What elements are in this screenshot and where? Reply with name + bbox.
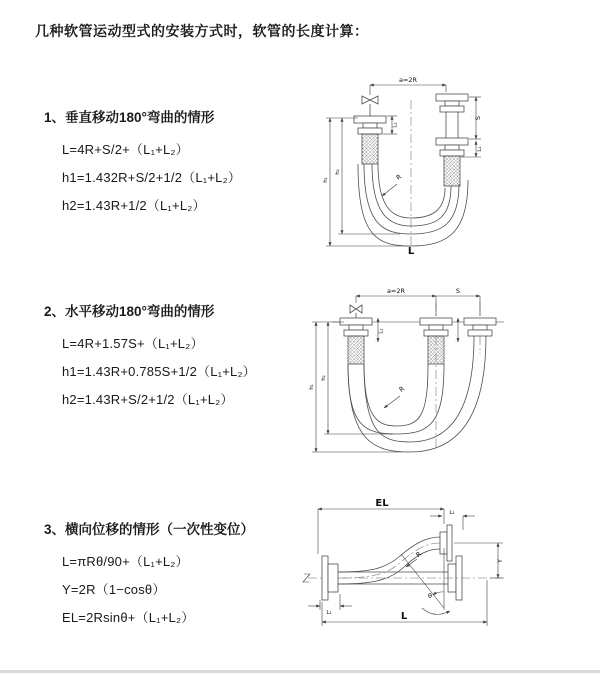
dim-a-2r (370, 76, 446, 95)
section-lateral-displacement (44, 518, 254, 632)
dim-l2 (430, 510, 475, 530)
hose-curves (348, 336, 486, 452)
valve-icon (350, 305, 362, 318)
dim-label-h1: h₁ (323, 177, 329, 183)
right-flange-fitting (464, 318, 496, 336)
dim-label-l2: L₂ (449, 510, 455, 516)
hose-displaced-curve (338, 537, 440, 584)
formula-line: L=4R+S/2+（L₁+L₂） (62, 142, 189, 157)
dim-el (318, 498, 444, 554)
dim-label-l: L (400, 611, 408, 622)
dim-label-h1: h₁ (309, 384, 315, 390)
valve-icon (362, 96, 378, 116)
right-lower-flange (436, 138, 468, 186)
diagram-vertical-180-bend (300, 68, 590, 258)
dim-label-h2: h₂ (335, 169, 341, 175)
angle-theta (401, 548, 450, 614)
dim-label-l1: L₁ (392, 122, 399, 128)
left-flange-fitting (340, 318, 372, 364)
section-heading: 1、垂直移动180°弯曲的情形 (44, 110, 215, 125)
page-title: 几种软管运动型式的安装方式时，软管的长度计算： (35, 23, 369, 39)
radius-leader (382, 173, 403, 196)
section-vertical-180 (44, 106, 241, 220)
formula-line: h1=1.43R+0.785S+1/2（L₁+L₂） (62, 364, 256, 379)
formula-line: EL=2Rsinθ+（L₁+L₂） (62, 610, 195, 625)
formula-line: L=4R+1.57S+（L₁+L₂） (62, 336, 204, 351)
dim-label-l1: L₁ (378, 328, 385, 334)
formula-line: Y=2R（1−cosθ） (62, 582, 166, 597)
section-horizontal-180 (44, 300, 256, 414)
dim-label-theta: θ (428, 592, 432, 600)
dim-label-h2: h₂ (321, 375, 327, 381)
dim-label-l2: L₂ (477, 146, 483, 152)
section-heading: 2、水平移动180°弯曲的情形 (44, 304, 215, 319)
section-heading: 3、横向位移的情形（一次性变位） (44, 522, 255, 537)
dim-l1 (308, 594, 352, 616)
dim-label-y: Y (496, 559, 504, 563)
formula-line: h2=1.43R+S/2+1/2（L₁+L₂） (62, 392, 234, 407)
page-bottom-edge (0, 670, 600, 673)
dim-label-s: S (474, 115, 482, 121)
diagram-horizontal-180-bend (298, 282, 590, 457)
dim-label-l1: L₁ (326, 610, 332, 616)
dim-label-s: S (455, 287, 461, 295)
formula-line: L=πRθ/90+（L₁+L₂） (62, 554, 189, 569)
radius-leader (384, 385, 406, 408)
elevated-flange-fitting (440, 525, 452, 561)
dim-label-l: L (407, 246, 415, 257)
right-upper-flange (436, 94, 468, 138)
dim-label-r: R (414, 549, 424, 559)
dim-label-a2r: a=2R (386, 287, 406, 295)
dim-label-r: R (397, 384, 407, 394)
dim-a-2r (356, 287, 480, 316)
left-flange-fitting (354, 116, 386, 164)
formula-line: h1=1.432R+S/2+1/2（L₁+L₂） (62, 170, 242, 185)
dim-label-r: R (394, 172, 404, 182)
formula-line: h2=1.43R+1/2（L₁+L₂） (62, 198, 206, 213)
dim-label-a2r: a=2R (398, 76, 418, 84)
middle-flange-fitting (420, 318, 452, 364)
left-flange-fitting (322, 556, 338, 600)
dim-label-el: EL (375, 498, 389, 509)
diagram-lateral-displacement (298, 498, 598, 643)
